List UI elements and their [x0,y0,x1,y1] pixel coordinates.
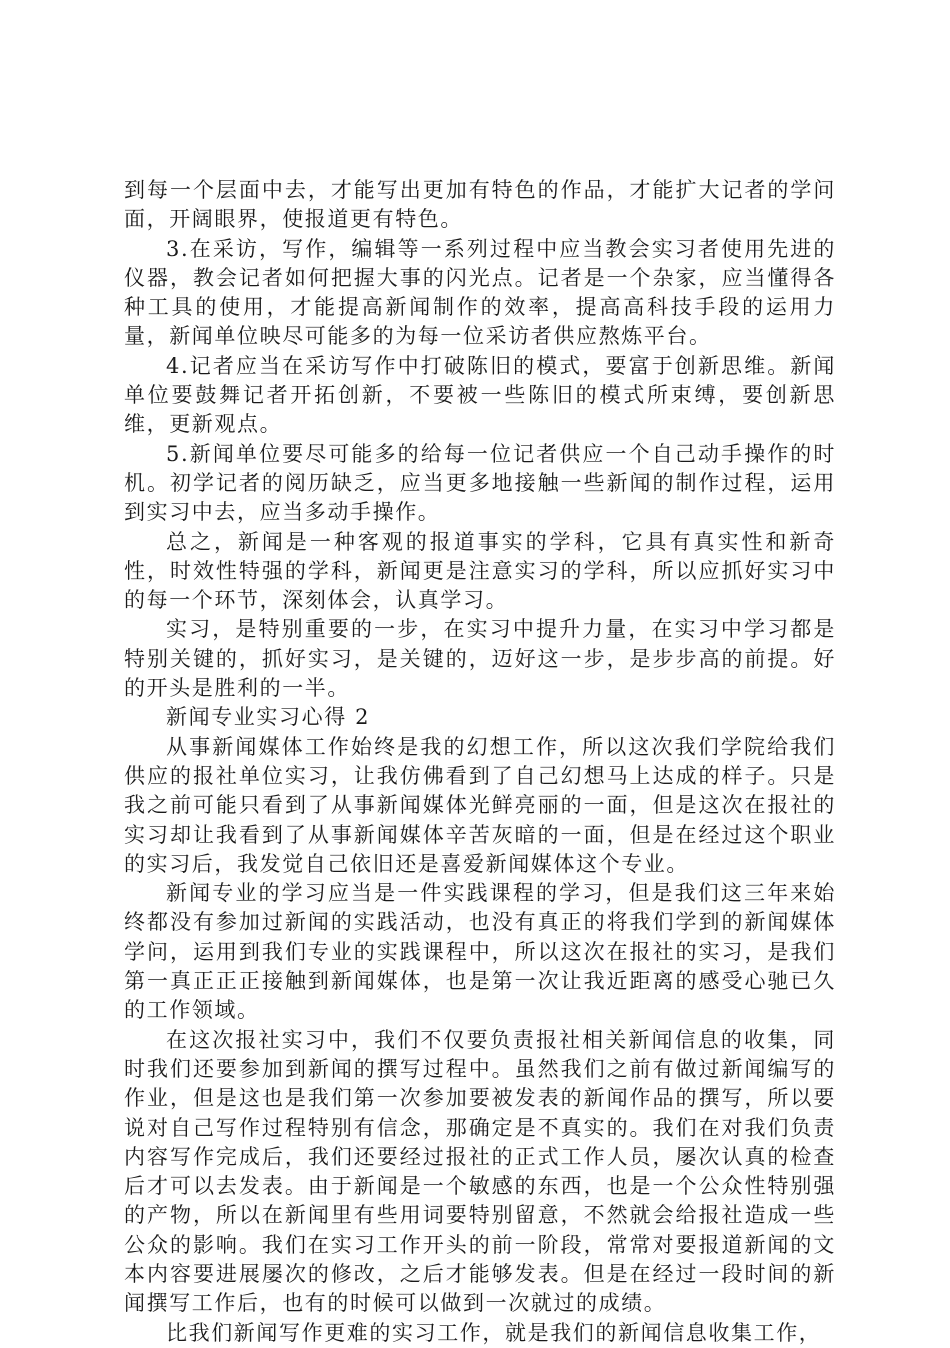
paragraph-conclusion: 实习，是特别重要的一步，在实习中提升力量，在实习中学习都是特别关键的，抓好实习，是关键的，迈好这一步，是步步高的前提。好的开头是胜利的一半。 [124,617,836,701]
section-paragraph: 比我们新闻写作更难的实习工作，就是我们的新闻信息收集工作， [166,1320,822,1345]
paragraph-item-4: 4.记者应当在采访写作中打破陈旧的模式，要富于创新思维。新闻单位要鼓舞记者开拓创新，不要被一些陈旧的模式所束缚，要创新思维，更新观点。 [124,353,836,437]
section-paragraph: 新闻专业的学习应当是一件实践课程的学习，但是我们这三年来始终都没有参加过新闻的实践活动，也没有真正的将我们学到的新闻媒体学问，运用到我们专业的实践课程中，所以这次在报社的实习，是我们第一真正正正接触到新闻媒体，也是第一次让我近距离的感受心驰已久的工作领域。 [124,881,836,1023]
section-paragraph: 在这次报社实习中，我们不仅要负责报社相关新闻信息的收集，同时我们还要参加到新闻的撰写过程中。虽然我们之前有做过新闻编写的作业，但是这也是我们第一次参加要被发表的新闻作品的撰写，所以要说对自己写作过程特别有信念，那确定是不真实的。我们在对我们负责内容写作完成后，我们还要经过报社的正式工作人员，屡次认真的检查后才可以去发表。由于新闻是一个敏感的东西，也是一个公众性特别强的产物，所以在新闻里有些用词要特别留意，不然就会给报社造成一些公众的影响。我们在实习工作开头的前一阶段，常常对要报道新闻的文本内容要进展屡次的修改，之后才能够发表。但是在经过一段时间的新闻撰写工作后，也有的时候可以做到一次就过的成绩。 [124,1027,836,1316]
document-body [124,176,836,1348]
paragraph-item-3: 3.在采访，写作，编辑等一系列过程中应当教会实习者使用先进的仪器，教会记者如何把握大事的闪光点。记者是一个杂家，应当懂得各种工具的使用，才能提高新闻制作的效率，提高高科技手段的运用力量，新闻单位映尽可能多的为每一位采访者供应熬炼平台。 [124,236,836,349]
paragraph-summary: 总之，新闻是一种客观的报道事实的学科，它具有真实性和新奇性，时效性特强的学科，新闻更是注意实习的学科，所以应抓好实习中的每一个环节，深刻体会，认真学习。 [124,529,836,613]
section-title: 新闻专业实习心得 2 [166,705,371,730]
paragraph-continuation: 到每一个层面中去，才能写出更加有特色的作品，才能扩大记者的学问面，开阔眼界，使报道更有特色。 [124,178,836,232]
paragraph-item-5: 5.新闻单位要尽可能多的给每一位记者供应一个自己动手操作的时机。初学记者的阅历缺乏，应当更多地接触一些新闻的制作过程，运用到实习中去，应当多动手操作。 [124,441,836,525]
section-paragraph: 从事新闻媒体工作始终是我的幻想工作，所以这次我们学院给我们供应的报社单位实习，让我仿佛看到了自己幻想马上达成的样子。只是我之前可能只看到了从事新闻媒体光鲜亮丽的一面，但是这次在报社的实习却让我看到了从事新闻媒体辛苦灰暗的一面，但是在经过这个职业的实习后，我发觉自己依旧还是喜爱新闻媒体这个专业。 [124,734,836,876]
